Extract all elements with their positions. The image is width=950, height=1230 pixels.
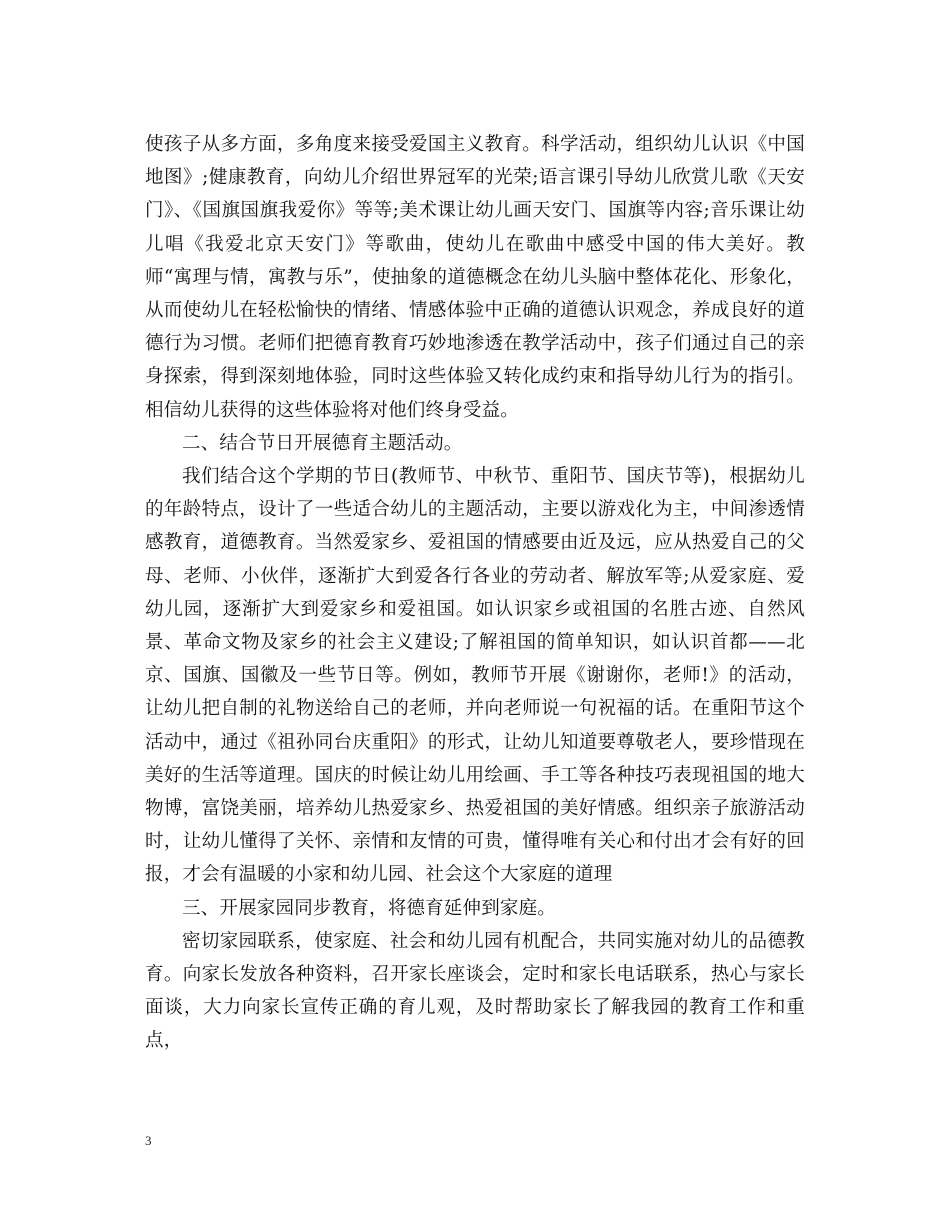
document-body — [145, 128, 805, 1058]
page-number: 3 — [145, 1133, 152, 1148]
section-heading: 三、开展家园同步教育，将德育延伸到家庭。 — [182, 897, 557, 919]
body-paragraph: 密切家园联系，使家庭、社会和幼儿园有机配合，共同实施对幼儿的品德教育。向家长发放各种资料，召开家长座谈会，定时和家长电话联系，热心与家长面谈，大力向家长宣传正确的育儿观，及时帮助家长了解我园的教育工作和重点， — [145, 930, 805, 1052]
body-paragraph: 使孩子从多方面，多角度来接受爱国主义教育。科学活动，组织幼儿认识《中国地图》;健康教育，向幼儿介绍世界冠军的光荣;语言课引导幼儿欣赏儿歌《天安门》、《国旗国旗我爱你》等等;美术课让幼儿画天安门、国旗等内容;音乐课让幼儿唱《我爱北京天安门》等歌曲，使幼儿在歌曲中感受中国的伟大美好。教师“寓理与情，寓教与乐”，使抽象的道德概念在幼儿头脑中整体花化、形象化，从而使幼儿在轻松愉快的情绪、情感体验中正确的道德认识观念，养成良好的道德行为习惯。老师们把德育教育巧妙地渗透在教学活动中，孩子们通过自己的亲身探索，得到深刻地体验，同时这些体验又转化成约束和指导幼儿行为的指引。相信幼儿获得的这些体验将对他们终身受益。 — [145, 134, 805, 421]
section-heading: 二、结合节日开展德育主题活动。 — [182, 432, 463, 454]
body-paragraph: 我们结合这个学期的节日(教师节、中秋节、重阳节、国庆节等)，根据幼儿的年龄特点，设计了一些适合幼儿的主题活动，主要以游戏化为主，中间渗透情感教育，道德教育。当然爱家乡、爱祖国的情感要由近及远，应从热爱自己的父母、老师、小伙伴，逐渐扩大到爱各行各业的劳动者、解放军等;从爱家庭、爱幼儿园，逐渐扩大到爱家乡和爱祖国。如认识家乡或祖国的名胜古迹、自然风景、革命文物及家乡的社会主义建设;了解祖国的简单知识，如认识首都——北京、国旗、国徽及一些节日等。例如，教师节开展《谢谢你，老师!》的活动，让幼儿把自制的礼物送给自己的老师，并向老师说一句祝福的话。在重阳节这个活动中，通过《祖孙同台庆重阳》的形式，让幼儿知道要尊敬老人，要珍惜现在美好的生活等道理。国庆的时候让幼儿用绘画、手工等各种技巧表现祖国的地大物博，富饶美丽，培养幼儿热爱家乡、热爱祖国的美好情感。组织亲子旅游活动时，让幼儿懂得了关怀、亲情和友情的可贵，懂得唯有关心和付出才会有好的回报，才会有温暖的小家和幼儿园、社会这个大家庭的道理 — [145, 466, 805, 886]
